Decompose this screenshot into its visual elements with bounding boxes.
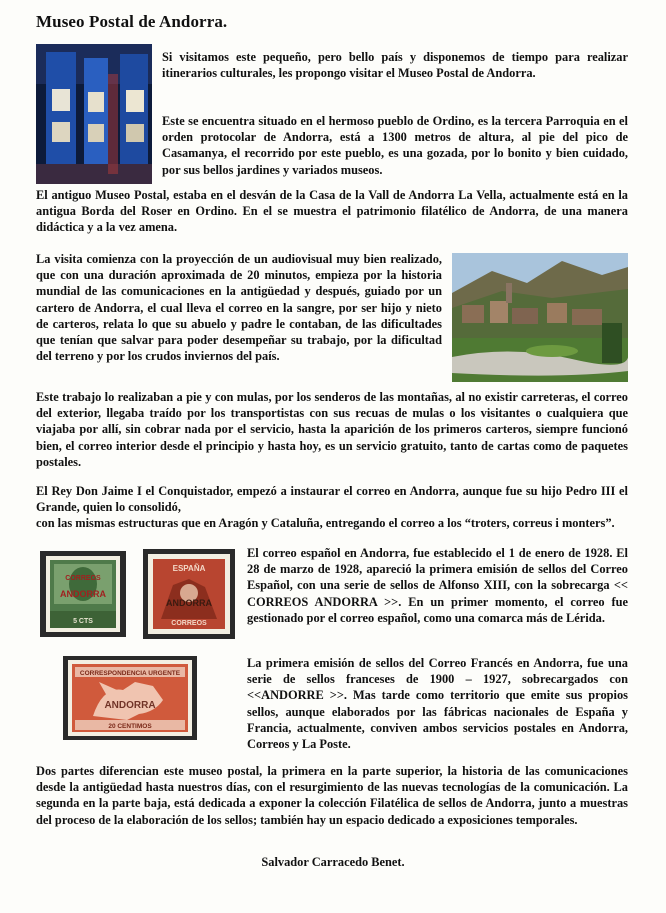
green-stamp xyxy=(40,551,126,637)
urgente-stamp-bottom: 20 CENTIMOS xyxy=(108,723,152,730)
red-stamp-middle: ANDORRA xyxy=(166,598,212,608)
red-stamp xyxy=(143,549,235,639)
urgente-stamp-top: CORRESPONDENCIA URGENTE xyxy=(79,670,181,677)
signature: Salvador Carracedo Benet. xyxy=(261,855,405,869)
urgente-stamp xyxy=(63,656,197,740)
green-stamp-top: CORREOS xyxy=(65,575,101,582)
green-stamp-bottom: 5 CTS xyxy=(73,618,93,625)
urgente-stamp-middle: ANDORRA xyxy=(104,700,156,711)
mules-paragraph: Este trabajo lo realizaban a pie y con mulas, por los senderos de las montañas, al no existir carreteras, el correo del exterior, llegaba traído por los transportistas con sus recuas de mulas o los visitantes o cualquiera que viajaba por allí, sin cobrar nada por el servicio, hasta la aparición de los primeros carteros, siempre funcionó bien, el correo interior desde el principio y hasta hoy, es un servicio gratuito, tanto de cartas como de paquetes postales. xyxy=(36,390,628,469)
ordino-paragraph: Este se encuentra situado en el hermoso pueblo de Ordino, es la tercera Parroquia en el orden protocolar de Andorra, está a 1300 metros de altura, al pie del pico de Casamanya, el recorrido por este pueblo, es una gozada, por lo bonito y bien cuidado, por sus bellos jardines y variados museos. xyxy=(162,114,628,177)
ordino-village-photo xyxy=(452,253,628,382)
structures-paragraph: con las mismas estructuras que en Aragón y Cataluña, entregando el correo a los “troters, correus i monters”. xyxy=(36,516,615,530)
red-stamp-top: ESPAÑA xyxy=(172,564,206,573)
spanish-mail-paragraph: El correo español en Andorra, fue establecido el 1 de enero de 1928. El 28 de marzo de 1928, apareció la primera emisión de sellos del Correo Español, con una serie de sellos de Alfonso XIII, con la sobrecarga << CORREOS ANDORRA >>. En un primer momento, el correo fue gestionado por el correo español, como una comarca más de Lérida. xyxy=(247,546,628,625)
old-museum-paragraph: El antiguo Museo Postal, estaba en el desván de la Casa de la Vall de Andorra La Vella, actualmente está en la antigua Borda del Roser en Ordino. En el se muestra el patrimonio filatélico de Andorra, de una manera didáctica y a la vez amena. xyxy=(36,188,628,235)
museum-interior-photo xyxy=(36,44,152,184)
intro-paragraph: Si visitamos este pequeño, pero bello país y disponemos de tiempo para realizar itinerarios culturales, les propongo visitar el Museo Postal de Andorra. xyxy=(162,50,628,81)
red-stamp-bottom: CORREOS xyxy=(171,620,207,627)
visit-paragraph: La visita comienza con la proyección de un audiovisual muy bien realizado, que con una duración aproximada de 20 minutos, empieza por la historia mundial de las comunicaciones en la antigüedad y después, guiado por un cartero de Andorra, el cual lleva el correo en la sangre, por ser hijo y nieto de carteros, relata lo que su abuelo y padre le contaban, de las dificultades que tenían que salvar para poder desempeñar su trabajo, por la dificultad del terreno y por los crudos inviernos del país. xyxy=(36,252,442,364)
museum-parts-paragraph: Dos partes diferencian este museo postal, la primera en la parte superior, la historia de las comunicaciones desde la antigüedad hasta nuestros días, con el resurgimiento de las nuevas tecnologías de la comunicación. La segunda en la parte baja, está dedicada a exponer la colección Filatélica de sellos de Andorra, junto a muestras del proceso de la elaboración de los sellos; también hay un espacio dedicado a exposiciones temporales. xyxy=(36,764,628,827)
king-paragraph: El Rey Don Jaime I el Conquistador, empezó a instaurar el correo en Andorra, aunque fue su hijo Pedro III el Grande, quien lo consolidó, xyxy=(36,484,628,515)
page-title: Museo Postal de Andorra. xyxy=(36,12,228,31)
french-mail-paragraph: La primera emisión de sellos del Correo Francés en Andorra, fue una serie de sellos franceses de 1900 – 1927, sobrecargados con <<ANDORRE >>. Mas tarde como territorio que emite sus propios sellos, aunque elaborados por las fábricas nacionales de España y Francia, actualmente, conviven ambos servicios postales en Andorra, Correos y La Poste. xyxy=(247,656,628,752)
green-stamp-middle: ANDORRA xyxy=(60,589,106,599)
